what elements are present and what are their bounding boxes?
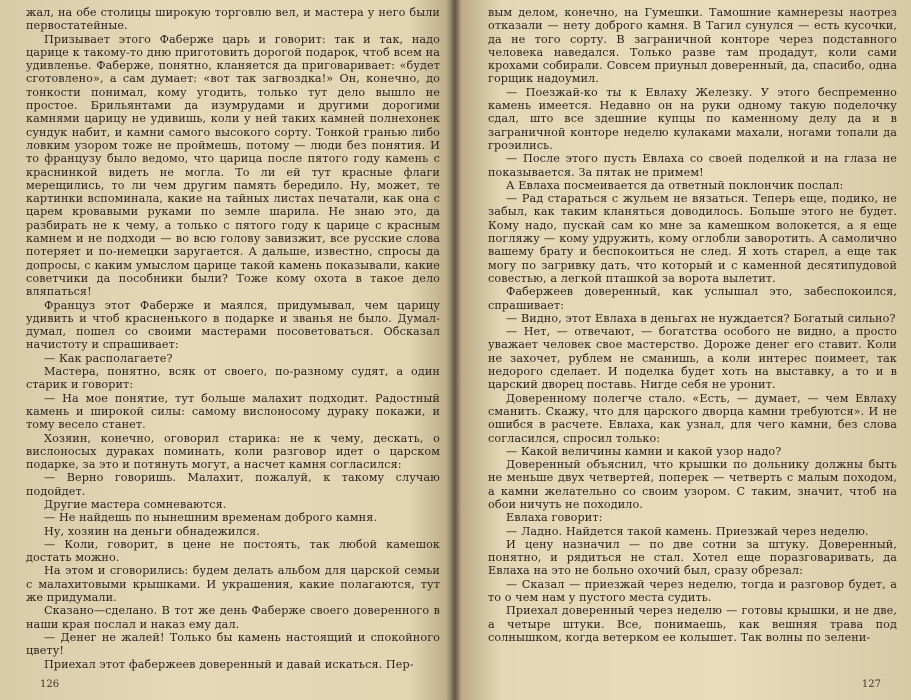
paragraph: Сказано—сделано. В тот же день Фаберже своего доверенного в наши края послал и наказ ему дал. [26, 604, 440, 631]
right-page-text [488, 6, 897, 644]
paragraph: — Не найдешь по нынешним временам доброго камня. [44, 511, 378, 525]
paragraph: жал, на обе столицы широкую торговлю вел, и мастера у него были первостатейные. [26, 6, 440, 33]
paragraph: Француз этот Фаберже и маялся, придумывал, чем царицу удивить и чтоб красненького в подарке и званья не было. Думал-думал, пошел со своими мастерами посоветоваться. Обсказал начистоту и спрашивает: [26, 298, 440, 352]
paragraph: — Ладно. Найдется такой камень. Приезжай через неделю. [506, 524, 869, 538]
paragraph: Фабержеев доверенный, как услышал это, забеспокоился, спрашивает: [488, 285, 897, 312]
paragraph: Приехал этот фабержеев доверенный и давай искаться. Пер- [44, 657, 414, 671]
paragraph: — После этого пусть Евлаха со своей поделкой и на глаза не показывается. За пятак не примем! [488, 152, 897, 179]
paragraph: И цену назначил — по две сотни за штуку. Доверенный, понятно, и рядиться не стал. Хотел еще поразговаривать, да Евлаха на это не больно охочий был, сразу обрезал: [488, 537, 897, 578]
paragraph: — Рад стараться с жульем не вязаться. Теперь еще, подико, не забыл, как таким кланяться доводилось. Больше этого не будет. Кому надо, пускай сам ко мне за камешком волокется, а я еще погляжу — кому удружить, кому оглобли заворотить. А самолично вашему брату и беспокоиться не след. Я хоть старел, а еще так могу по загривку дать, что который и с каменной десятипудовой совестью, а легкой пташкой за ворота вылетит. [488, 192, 897, 285]
paragraph: — Коли, говорит, в цене не постоять, так любой камешок достать можно. [26, 537, 440, 565]
paragraph: Мастера, понятно, всяк от своего, по-разному судят, а один старик и говорит: [26, 365, 440, 392]
paragraph: — Сказал — приезжай через неделю, тогда и разговор будет, а то о чем нам у пустого места судить. [488, 577, 897, 605]
paragraph: вым делом, конечно, на Гумешки. Тамошние камнерезы наотрез отказали — нету доброго камня. В Тагил сунулся — есть кусочки, да не того сорту. В заграничной конторе через подставного человека наведался. Только разве там продадут, коли сами крохами собирали. Совсем приуныл доверенный, да, спасибо, одна горщик надоумил. [488, 6, 897, 86]
paragraph: Доверенный объяснил, что крышки по дольнику должны быть не меньше двух четвертей, поперек — четверть с малым походом, а камни желательно со своим узором. С таким, значит, чтоб на обои ничуть не походило. [488, 458, 897, 511]
right-page-number: 127 [861, 679, 881, 690]
paragraph: — На мое понятие, тут больше малахит подходит. Радостный камень и широкой силы: самому вислоносому дураку покажи, и тому весело станет. [26, 391, 440, 432]
paragraph: — Денег не жалей! Только бы камень настоящий и спокойного цвету! [26, 630, 440, 658]
paragraph: А Евлаха посмеивается да ответный поклончик послал: [506, 178, 844, 192]
paragraph: Ну, хозяин на деньги обнадежился. [44, 524, 260, 538]
paragraph: — Как располагаете? [44, 351, 173, 365]
paragraph: Хозяин, конечно, оговорил старика: не к чему, дескать, о вислоносых дураках поминать, коли разговор идет о царском подарке, за это и потянуть могут, а насчет камня согласился: [26, 431, 440, 472]
paragraph: На этом и сговорились: будем делать альбом для царской семьи с малахитовыми крышками. И украшения, какие полагаются, тут же придумали. [26, 564, 440, 605]
paragraph: Евлаха говорит: [506, 511, 603, 525]
paragraph: Приехал доверенный через неделю — готовы крышки, и не две, а четыре штуки. Все, понимаешь, как вешняя трава под солнышком, когда ветерком ее колышет. Так волны по зелени- [488, 604, 897, 644]
paragraph: — Какой величины камни и какой узор надо? [506, 444, 782, 458]
left-page-number: 126 [40, 679, 60, 690]
paragraph: — Поезжай-ко ты к Евлаху Железку. У этого беспременно камень имеется. Недавно он на руки одному такую поделочку сдал, што все здешние купцы по каменному делу да и в заграничной конторе неделю кулаками махали, ногами топали да гроэились. [488, 85, 897, 152]
paragraph: Доверенному полегче стало. «Есть, — думает, — чем Евлаху сманить. Скажу, что для царского дворца камни требуются». И не ошибся в расчете. Евлаха, как узнал, для чего камни, без слова согласился, спросил только: [488, 391, 897, 445]
right-page [458, 0, 911, 700]
left-page [0, 0, 450, 700]
paragraph: Призывает этого Фаберже царь и говорит: так и так, надо царице к такому-то дню приготовить дорогой подарок, чтоб всем на удивленье. Фаберже, понятно, кланяется да приговаривает: «будет сготовлено», а сам думает: «вот так загвоздка!» Он, конечно, до тонкости понимал, кому угодить, только тут дело вышло не простое. Брильянтами да изумрудами и другими дорогими камнями царицу не удивишь, коли у ней таких камней полнехонек сундук набит, и камни самого высокого сорту. Тонкой гранью либо ловким узором тоже не проймешь, потому — люди без понятия. И то французу было ведомо, что царица после пятого году камень с краснинкой видеть не могла. То ли ей тут красные флаги мерещились, то ли чем другим память бередило. Ну, может, те картинки вспоминала, какие на тайных листах печатали, как она с царем кровавыми руками по земле шарила. Не знаю это, да разбирать не к чему, а только с пятого году к царице с красным камнем и не подходи — во всю голову завизжит, все русские слова потеряет и по-немецки заругается. А дальше, известно, спросы да допросы, с каким умыслом царице такой камень показывали, какие советчики да пособники были? Тоже кому охота в такое дело вляпаться! [26, 32, 440, 299]
paragraph: — Верно говоришь. Малахит, пожалуй, к такому случаю подойдет. [26, 471, 440, 498]
paragraph: Другие мастера сомневаются. [44, 497, 227, 511]
paragraph: — Нет, — отвечают, — богатства особого не видно, а просто уважает человек свое мастерство. Дороже денег его ставит. Коли не захочет, рублем не сманишь, а коли интерес поимеет, так недорого сделает. И поделка будет хоть на выставку, а то и в царский дворец поставь. Нигде себя не уронит. [488, 325, 897, 392]
paragraph: — Видно, этот Евлаха в деньгах не нуждается? Богатый сильно? [506, 311, 896, 325]
left-page-text [26, 6, 440, 671]
